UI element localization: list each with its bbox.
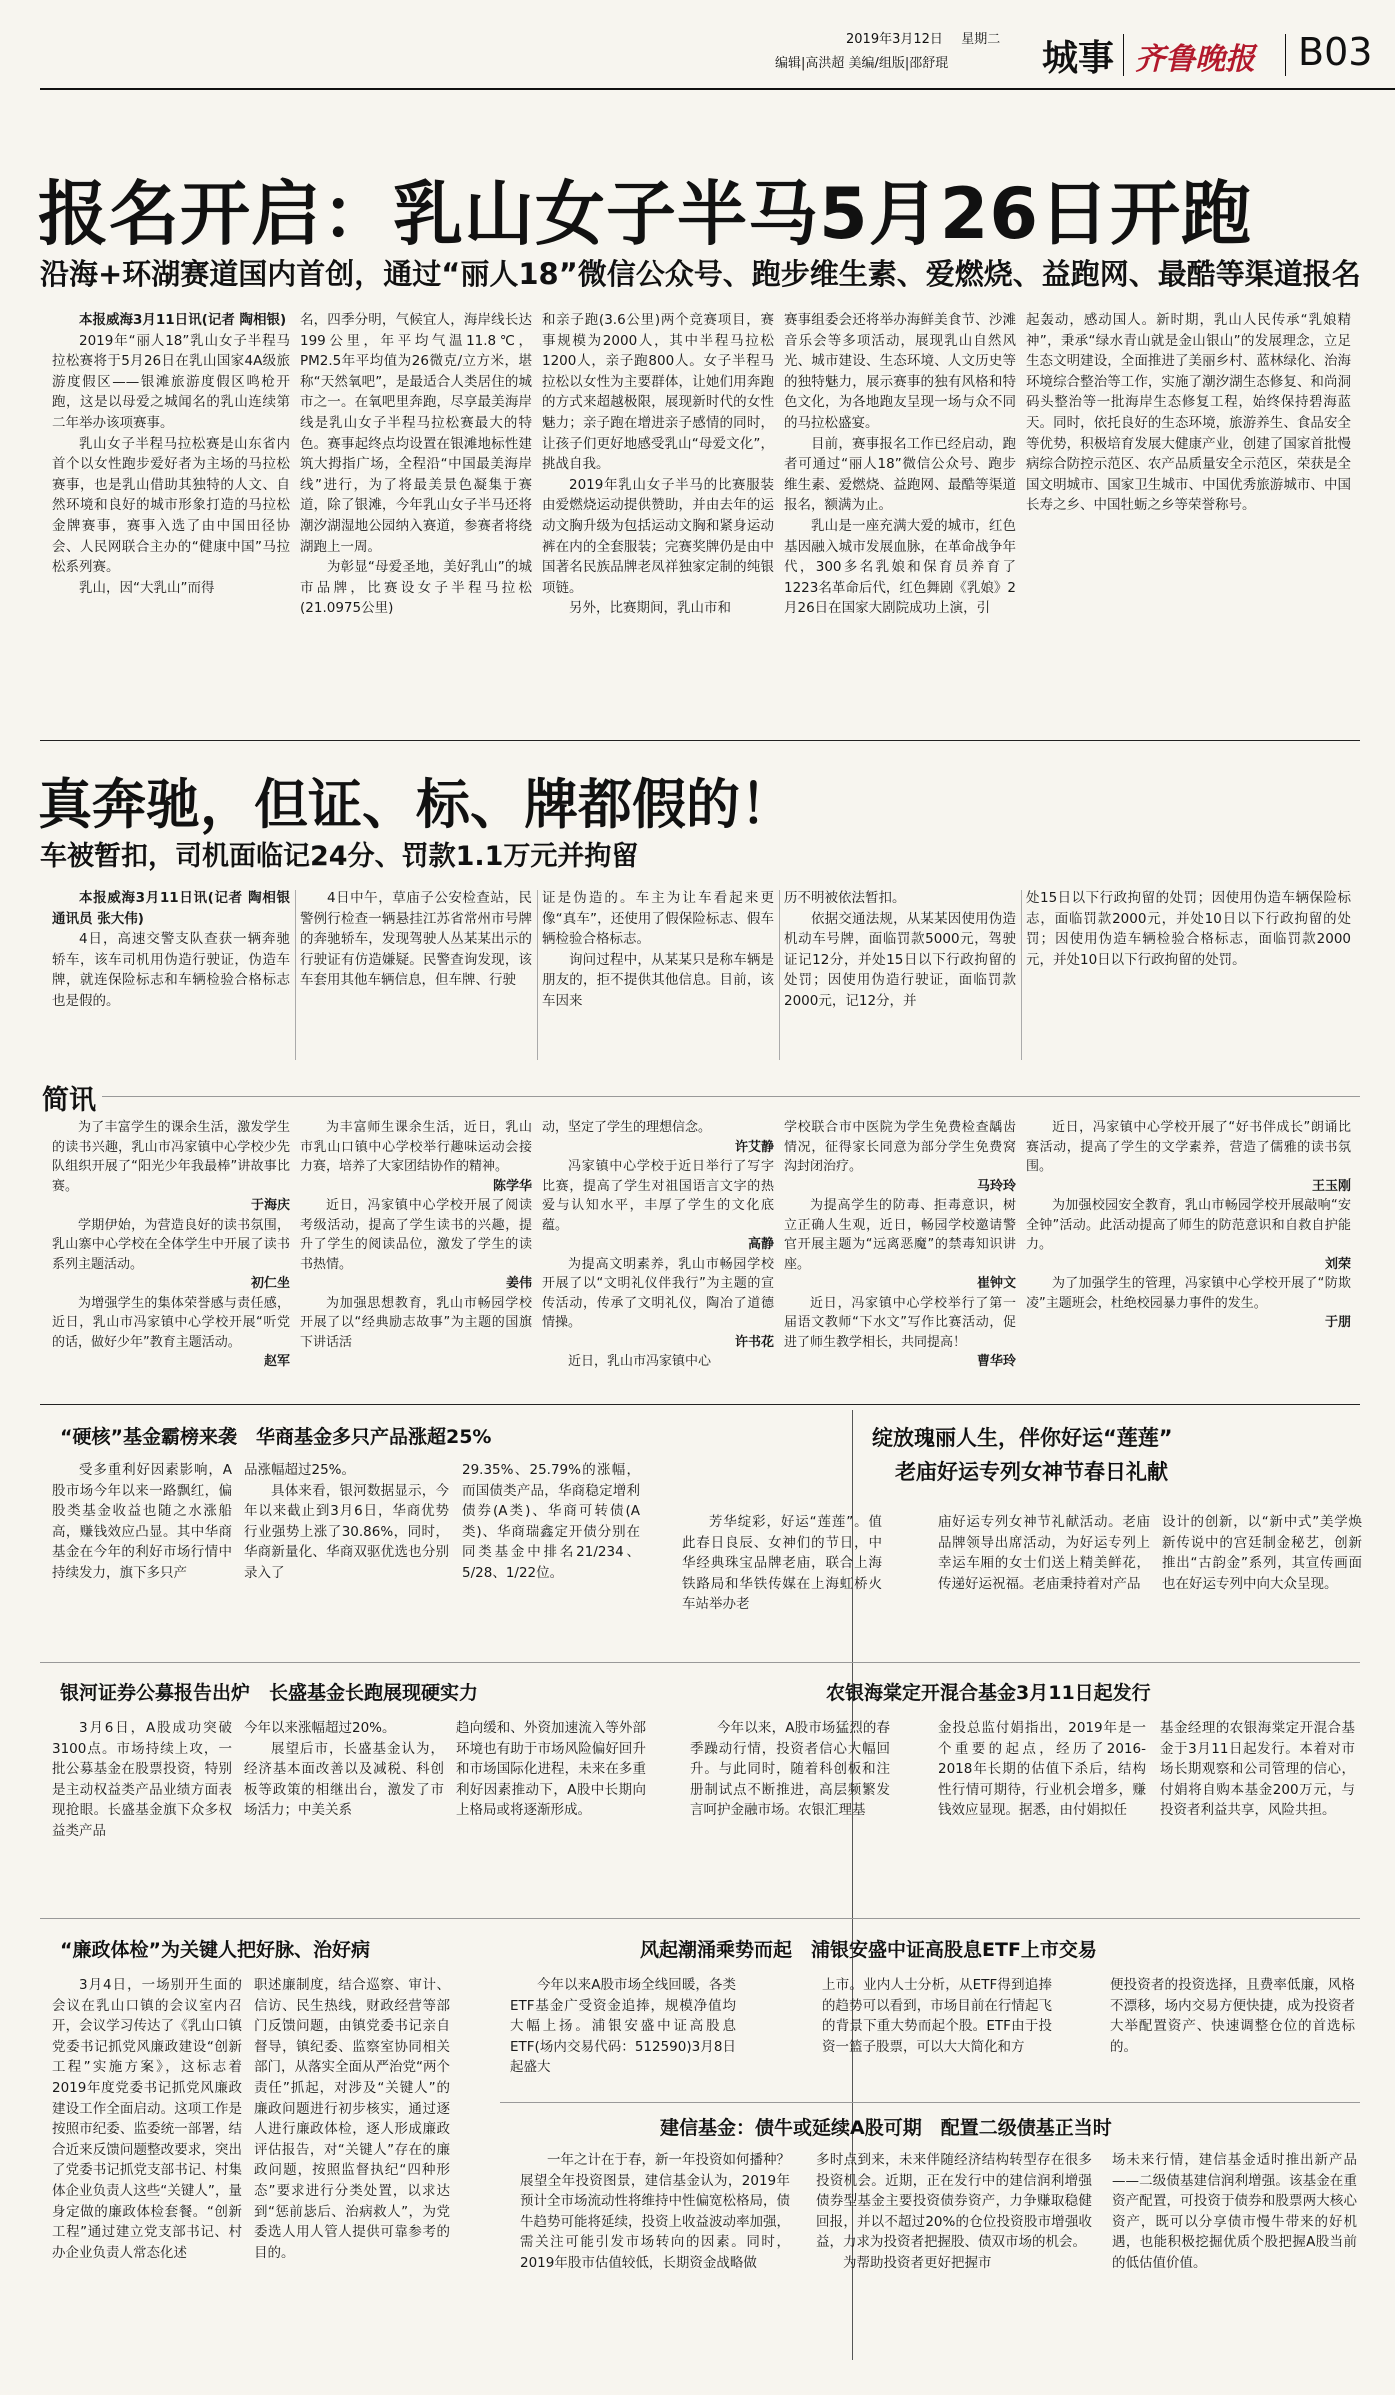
changsheng-col1 — [52, 1718, 232, 1908]
paragraph: 为彰显“母爱圣地，美好乳山”的城市品牌，比赛设女子半程马拉松(21.0975公里) — [300, 559, 532, 617]
article-benz-col2 — [300, 888, 532, 1063]
huashang-col1 — [52, 1460, 232, 1650]
brief-author: 于朋 — [1324, 1315, 1351, 1330]
paper-logo: 齐鲁晚报 — [1135, 42, 1255, 77]
paragraph: 3月4日，一场别开生面的会议在乳山口镇的会议室内召开，会议学习传达了《乳山口镇党委书记抓党风廉政建设“创新工程”实施方案》，这标志着2019年度党委书记抓党风廉政建设工作全面启动。这项工作是按照市纪委、监委统一部署，结合近来反馈问题整改要求，突出了党委书记抓党支部书记、村集体企业负责人这些“关键人”，量身定做的廉政体检套餐。“创新工程”通过建立党支部书记、村办企业负责人常态化述 — [52, 1977, 242, 2261]
paragraph: 乳山是一座充满大爱的城市，红色基因融入城市发展血脉，在革命战争年代，300多名乳娘和保育员养育了1223名革命后代，红色舞剧《乳娘》2月26日在国家大剧院成功上演，引 — [784, 517, 1016, 617]
brief-item: 为加强思想教育，乳山市畅园学校开展了以“经典励志故事”为主题的国旗下讲话活 — [300, 1295, 532, 1350]
brief-col4 — [784, 1118, 1016, 1386]
article-benz-col3 — [542, 888, 774, 1063]
brief-item: 近日，乳山市冯家镇中心 — [568, 1354, 712, 1369]
subheadline-fake-benz: 车被暂扣，司机面临记24分、罚款1.1万元并拘留 — [40, 841, 639, 872]
headline-marathon: 报名开启：乳山女子半马5月26日开跑 — [38, 173, 1253, 255]
article-marathon-col2 — [300, 310, 532, 720]
article-marathon-col3 — [542, 310, 774, 720]
paragraph: 上市。业内人士分析，从ETF得到追捧的趋势可以看到，市场目前在行情起飞的背景下重大势而起个股。ETF由于投资一篮子股票，可以大大简化和方 — [822, 1977, 1052, 2055]
subheadline-laomiao: 老庙好运专列女神节春日礼献 — [895, 1460, 1168, 1484]
headline-lianzheng: “廉政体检”为关键人把好脉、治好病 — [60, 1939, 370, 1961]
etf-col2 — [822, 1975, 1052, 2097]
brief-item: 为加强校园安全教育，乳山市畅园学校开展敲响“安全钟”活动。此活动提高了师生的防范意识和自救自护能力。 — [1026, 1198, 1351, 1252]
brief-author: 王玉刚 — [1311, 1178, 1351, 1194]
article-benz-col5 — [1026, 888, 1351, 1063]
byline: 本报威海3月11日讯(记者 陶相银) — [79, 312, 287, 328]
subheadline-marathon: 沿海+环湖赛道国内首创，通过“丽人18”微信公众号、跑步维生素、爱燃烧、益跑网、最酷等渠道报名 — [40, 257, 1361, 291]
laomiao-col1 — [682, 1512, 882, 1657]
paragraph: 今年以来A股市场全线回暖，各类ETF基金广受资金追捧，规模净值均大幅上扬。浦银安盛中证高股息ETF(场内交易代码：512590)3月8日起盛大 — [510, 1977, 736, 2076]
haitang-col3 — [1160, 1718, 1355, 1908]
brief-col5 — [1026, 1118, 1351, 1386]
headline-spdb-etf: 风起潮涌乘势而起 浦银安盛中证高股息ETF上市交易 — [640, 1939, 1097, 1961]
section-name: 城事 — [1042, 38, 1115, 79]
article-benz-col4 — [784, 888, 1016, 1063]
brief-item: 为了加强学生的管理，冯家镇中心学校开展了“防欺凌”主题班会，杜绝校园暴力事件的发生。 — [1026, 1276, 1351, 1311]
brief-author: 许艾静 — [734, 1139, 774, 1155]
brief-author: 初仁坐 — [250, 1276, 290, 1291]
paragraph: 询问过程中，从某某只是称车辆是朋友的，拒不提供其他信息。目前，该车因来 — [542, 951, 774, 1009]
etf-col1 — [510, 1975, 736, 2097]
paragraph: 处15日以下行政拘留的处罚；因使用伪造车辆保险标志，面临罚款2000元，并处10日以下行政拘留的处罚；因使用伪造车辆检验合格标志，面临罚款2000元，并处10日以下行政拘留的处罚。 — [1026, 890, 1351, 968]
lianzheng-col2 — [254, 1975, 450, 2360]
haitang-col2 — [938, 1718, 1146, 1908]
laomiao-col3 — [1162, 1512, 1362, 1657]
paragraph: 4日中午，草庙子公安检查站，民警例行检查一辆悬挂江苏省常州市号牌的奔驰轿车，发现驾驶人丛某某出示的行驶证有仿造嫌疑。民警查询发现，该车套用其他车辆信息，但车牌、行驶 — [300, 890, 532, 989]
brief-item: 近日，冯家镇中心学校开展了“好书伴成长”朗诵比赛活动，提高了学生的文学素养，营造了儒雅的读书氛围。 — [1026, 1120, 1351, 1174]
paragraph: 另外，比赛期间，乳山市和 — [569, 600, 731, 617]
paragraph: 便投资者的投资选择，且费率低廉，风格不漂移，场内交易方便快捷，成为投资者大举配置资产、快速调整仓位的首选标的。 — [1110, 1977, 1355, 2055]
paragraph: 今年以来，A股市场猛烈的春季躁动行情，投资者信心大幅回升。与此同时，随着科创板和注册制试点不断推进，高层频繁发言呵护金融市场。农银汇理基 — [690, 1720, 890, 1819]
brief-author: 于海庆 — [250, 1198, 290, 1213]
paragraph: 证是伪造的。车主为让车看起来更像“真车”，还使用了假保险标志、假车辆检验合格标志。 — [542, 890, 774, 948]
paragraph: 起轰动，感动国人。新时期，乳山人民传承“乳娘精神”，秉承“绿水青山就是金山银山”的发展理念，立足生态文明建设，全面推进了美丽乡村、蓝林绿化、治海环境综合整治等工作，实施了潮汐湖生态修复、和尚洞码头整治等一批海岸生态修复工程，始终保持碧海蓝天。同时，依托良好的生态环境，旅游养生、食品安全等优势，积极培育发展大健康产业，创建了国家首批慢病综合防控示范区、农产品质量安全示范区，荣获是全国文明城市、国家卫生城市、中国优秀旅游城市、中国长寿之乡、中国牡蛎之乡等荣誉称号。 — [1026, 312, 1351, 514]
headline-abc-haitang: 农银海棠定开混合基金3月11日起发行 — [826, 1682, 1151, 1704]
brief-col2 — [300, 1118, 532, 1386]
paragraph: 趋向缓和、外资加速流入等外部环境也有助于市场风险偏好回升和市场国际化进程，未来在多重利好因素推动下，A股中长期向上格局或将逐渐形成。 — [456, 1720, 646, 1819]
paragraph: 乳山，因“大乳山”而得 — [79, 579, 215, 596]
article-marathon-col5 — [1026, 310, 1351, 720]
paragraph: 场未来行情，建信基金适时推出新产品——二级债基建信润利增强。该基金在重资产配置，可投资于债券和股票两大核心资产，既可以分享债市慢牛带来的好机遇，也能积极挖掘优质个股把握A股当前的低估值价值。 — [1112, 2152, 1357, 2271]
paragraph: 展望后市，长盛基金认为，经济基本面改善以及减税、科创板等政策的相继出台，激发了市场活力；中美关系 — [244, 1740, 444, 1819]
headline-laomiao: 绽放瑰丽人生，伴你好运“莲莲” — [872, 1426, 1173, 1450]
paragraph: 芳华绽彩，好运“莲莲”。值此春日良辰、女神们的节日，中华经典珠宝品牌老庙，联合上海铁路局和华铁传媒在上海虹桥火车站举办老 — [682, 1514, 882, 1613]
brief-item: 近日，冯家镇中心学校举行了第一届语文教师“下水文”写作比赛活动，促进了师生教学相长，共同提高！ — [784, 1295, 1016, 1350]
brief-author: 许书花 — [734, 1334, 774, 1350]
issue-weekday: 星期二 — [961, 32, 1001, 47]
brief-author: 崔钟文 — [976, 1276, 1016, 1291]
paragraph: 为帮助投资者更好把握市 — [843, 2254, 992, 2271]
brief-item: 动，坚定了学生的理想信念。 — [542, 1120, 712, 1135]
headline-ccb-fund: 建信基金：债牛或延续A股可期 配置二级债基正当时 — [660, 2117, 1112, 2139]
headline-fake-benz: 真奔驰，但证、标、牌都假的！ — [38, 773, 794, 836]
brief-item: 学校联合市中医院为学生免费检查龋齿情况，征得家长同意为部分学生免费窝沟封闭治疗。 — [784, 1120, 1016, 1174]
brief-author: 赵军 — [263, 1354, 290, 1369]
paragraph: 庙好运专列女神节礼献活动。老庙品牌领导出席活动，为好运专列上幸运车厢的女士们送上精美鲜花，传递好运祝福。老庙秉持着对产品 — [938, 1514, 1150, 1592]
paragraph: 品涨幅超过25%。 — [244, 1462, 356, 1478]
brief-item: 为增强学生的集体荣誉感与责任感，近日，乳山市冯家镇中心学校开展“听党的话，做好少年”教育主题活动。 — [52, 1295, 290, 1350]
paragraph: 职述廉制度，结合巡察、审计、信访、民生热线，财政经营等部门反馈问题，由镇党委书记亲自督导，镇纪委、监察室协同相关部门，从落实全面从严治党“两个责任”抓起，对涉及“关键人”的廉政问题进行初步核实，通过逐人进行廉政体检，逐人形成廉政评估报告，对“关键人”存在的廉政问题，按照监督执纪“四种形态”要求进行分类处置，以求达到“惩前毖后、治病救人”，为党委选人用人管人提供可靠参考的目的。 — [254, 1977, 450, 2261]
paragraph: 多时点到来，未来伴随经济结构转型存在很多投资机会。近期，正在发行中的建信润利增强债券型基金主要投资债券资产，力争赚取稳健回报，并以不超过20%的仓位投资股市增强收益，力求为投资者把握股、债双市场的机会。 — [816, 2152, 1092, 2251]
brief-item: 近日，冯家镇中心学校开展了阅读考级活动，提高了学生读书的兴趣，提升了学生的阅读品位，激发了学生的读书热情。 — [300, 1198, 532, 1272]
paragraph: 名，四季分明，气候宜人，海岸线长达199公里，年平均气温11.8℃，PM2.5年平均值为26微克/立方米，堪称“天然氧吧”，是最适合人类居住的城市之一。在氧吧里奔跑，尽享最美海岸线是乳山女子半程马拉松赛最大的特色。赛事起终点均设置在银滩地标性建筑大拇指广场，全程沿“中国最美海岸线”进行，为了将最美景色凝集于赛道，除了银滩，今年乳山女子半马还将潮汐湖湿地公园纳入赛道，参赛者将绕湖跑上一周。 — [300, 312, 532, 555]
page-number: B03 — [1298, 30, 1373, 74]
article-benz-col1 — [52, 888, 290, 1063]
brief-author: 马玲玲 — [976, 1178, 1016, 1194]
paragraph: 历不明被依法暂扣。 — [784, 890, 906, 906]
brief-author: 姜伟 — [505, 1276, 532, 1291]
paragraph: 3月6日，A股成功突破3100点。市场持续上攻，一批公募基金在股票投资，特别是主动权益类产品业绩方面表现抢眼。长盛基金旗下众多权益类产品 — [52, 1720, 232, 1839]
ccb-col1 — [520, 2150, 790, 2365]
brief-author: 高静 — [747, 1237, 774, 1252]
paragraph: 赛事组委会还将举办海鲜美食节、沙滩音乐会等多项活动，展现乳山自然风光、城市建设、生态环境、人文历史等的独特魅力，展示赛事的独有风格和特色文化，为各地跑友呈现一场与众不同的马拉松盛宴。 — [784, 312, 1016, 431]
paragraph: 具体来看，银河数据显示，今年以来截止到3月6日，华商优势行业强势上涨了30.86%，同时，华商新量化、华商双驱优选也分别录入了 — [244, 1482, 449, 1581]
brief-item: 冯家镇中心学校于近日举行了写字比赛，提高了学生对祖国语言文字的热爱与认知水平，丰厚了学生的文化底蕴。 — [542, 1159, 774, 1233]
paragraph: 2019年乳山女子半马的比赛服装由爱燃烧运动提供赞助，并由去年的运动文胸升级为包括运动文胸和紧身运动裤在内的全套服装；完赛奖牌仍是由中国著名民族品牌老凤祥独家定制的纯银项链。 — [542, 476, 774, 596]
paragraph: 4日，高速交警支队查获一辆奔驰轿车，该车司机用伪造行驶证，伪造车牌，就连保险标志和车辆检验合格标志也是假的。 — [52, 931, 290, 1009]
brief-item: 学期伊始，为营造良好的读书氛围，乳山寨中心学校在全体学生中开展了读书系列主题活动。 — [52, 1217, 290, 1272]
paragraph: 一年之计在于春，新一年投资如何播种？展望全年投资图景，建信基金认为，2019年预计全市场流动性将维持中性偏宽松格局，债牛趋势可能将延续，投资上收益波动率加强，需关注可能引发市场转向的因素。同时，2019年股市估值较低，长期资金战略做 — [520, 2152, 790, 2271]
huashang-col3 — [462, 1460, 640, 1650]
paragraph: 今年以来涨幅超过20%。 — [244, 1720, 396, 1736]
article-marathon-col1 — [52, 310, 290, 720]
changsheng-col2 — [244, 1718, 444, 1908]
paragraph: 29.35%、25.79%的涨幅，而国债类产品，华商稳定增利债券(A类)、华商可转债(A类)、华商瑞鑫定开债分别在同类基金中排名21/234、5/28、1/22位。 — [462, 1462, 640, 1581]
laomiao-title-block — [640, 1410, 1200, 1510]
laomiao-col2 — [938, 1512, 1150, 1657]
brief-item: 为提高学生的防毒、拒毒意识，树立正确人生观，近日，畅园学校邀请警官开展主题为“远离恶魔”的禁毒知识讲座。 — [784, 1198, 1016, 1272]
paragraph: 和亲子跑(3.6公里)两个竞赛项目，赛事规模为2000人，其中半程马拉松1200人，亲子跑800人。女子半程马拉松以女性为主要群体，让她们用奔跑的方式来超越极限，展现新时代的女性魅力；亲子跑在增进亲子感情的同时，让孩子们更好地感受乳山“母爱文化”，挑战自我。 — [542, 312, 774, 473]
lianzheng-col1 — [52, 1975, 242, 2360]
brief-heading: 简讯 — [42, 1085, 96, 1116]
brief-item: 为提高文明素养，乳山市畅园学校开展了以“文明礼仪伴我行”为主题的宣传活动，传承了文明礼仪，陶冶了道德情操。 — [542, 1256, 774, 1330]
paragraph: 依据交通法规，从某某因使用伪造机动车号牌，面临罚款5000元，驾驶证记12分，并处15日以下行政拘留的处罚；因使用伪造行驶证，面临罚款2000元，记12分，并 — [784, 910, 1016, 1009]
brief-col1 — [52, 1118, 290, 1386]
ccb-col2 — [816, 2150, 1092, 2365]
headline-changsheng-fund: 银河证券公募报告出炉 长盛基金长跑展现硬实力 — [60, 1682, 479, 1704]
paragraph: 受多重利好因素影响，A股市场今年以来一路飘红，偏股类基金收益也随之水涨船高，赚钱效应凸显。其中华商基金在今年的利好市场行情中持续发力，旗下多只产 — [52, 1462, 232, 1581]
etf-col3 — [1110, 1975, 1355, 2097]
paragraph: 目前，赛事报名工作已经启动，跑者可通过“丽人18”微信公众号、跑步维生素、爱燃烧、益跑网、最酷等渠道报名，额满为止。 — [784, 435, 1016, 514]
editor-credit: 编辑|高洪超 美编/组版|邵舒琨 — [775, 56, 949, 71]
headline-huashang-fund: “硬核”基金霸榜来袭 华商基金多只产品涨超25% — [60, 1426, 492, 1448]
paragraph: 设计的创新，以“新中式”美学焕新传说中的宫廷制金秘艺，创新推出“古韵金”系列，其宣传画面也在好运专列中向大众呈现。 — [1162, 1514, 1362, 1592]
byline: 本报威海3月11日讯(记者 陶相银 通讯员 张大伟) — [52, 890, 290, 927]
haitang-col1 — [690, 1718, 890, 1908]
brief-author: 曹华玲 — [976, 1354, 1016, 1369]
changsheng-col3 — [456, 1718, 646, 1908]
paragraph: 金投总监付娟指出，2019年是一个重要的起点，经历了2016-2018年长期的估值下杀后，结构性行情可期待，行业机会增多，赚钱效应显现。据悉，由付娟拟任 — [938, 1720, 1146, 1819]
brief-item: 为了丰富学生的课余生活，激发学生的读书兴趣，乳山市冯家镇中心学校少先队组织开展了“阳光少年我最棒”讲故事比赛。 — [52, 1120, 290, 1194]
issue-date: 2019年3月12日 — [846, 32, 943, 47]
ccb-col3 — [1112, 2150, 1357, 2365]
brief-col3 — [542, 1118, 774, 1386]
article-marathon-col4 — [784, 310, 1016, 720]
masthead — [0, 0, 1395, 90]
brief-item: 为丰富师生课余生活，近日，乳山市乳山口镇中心学校举行趣味运动会接力赛，培养了大家团结协作的精神。 — [300, 1120, 532, 1174]
paragraph: 乳山女子半程马拉松赛是山东省内首个以女性跑步爱好者为主场的马拉松赛事，也是乳山借助其独特的人文、自然环境和良好的城市形象打造的马拉松金牌赛事，赛事入选了由中国田径协会、人民网联合主办的“健康中国”马拉松系列赛。 — [52, 435, 290, 576]
paragraph: 2019年“丽人18”乳山女子半程马拉松赛将于5月26日在乳山国家4A级旅游度假区——银滩旅游度假区鸣枪开跑，这是以母爱之城闻名的乳山连续第二年举办该项赛事。 — [52, 332, 290, 431]
paragraph: 基金经理的农银海棠定开混合基金于3月11日起发行。本着对市场长期观察和公司管理的信心，付娟将自购本基金200万元，与投资者利益共享，风险共担。 — [1160, 1720, 1355, 1819]
brief-author: 刘荣 — [1324, 1256, 1351, 1272]
brief-author: 陈学华 — [492, 1178, 532, 1194]
huashang-col2 — [244, 1460, 449, 1650]
